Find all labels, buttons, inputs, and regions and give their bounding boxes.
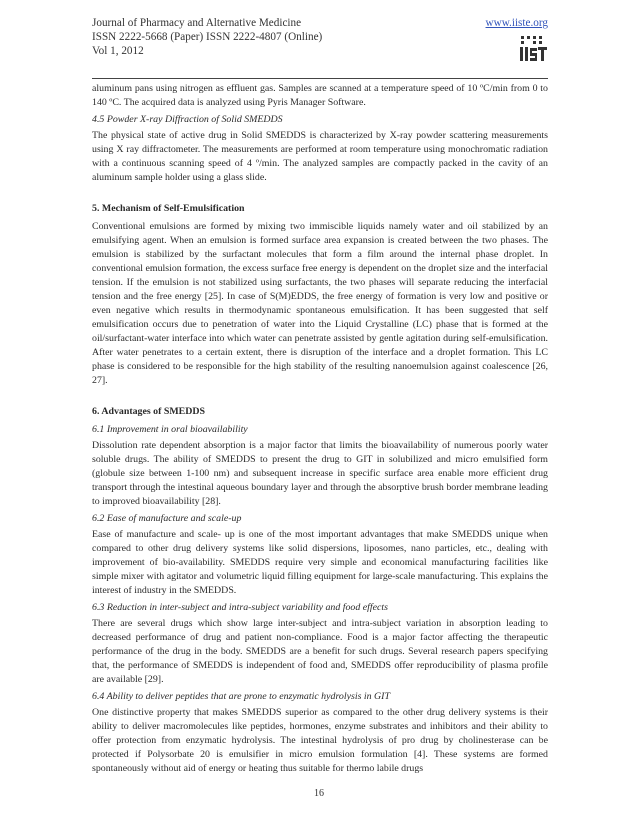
subsection-heading-6-3: 6.3 Reduction in inter-subject and intra-subject variability and food effects <box>92 602 388 613</box>
paragraph-intro: aluminum pans using nitrogen as effluent gas. Samples are scanned at a temperature speed of 10 ºC/min from 0 to 140 ºC. The acquired data is analyzed using Pyris Manager Software. <box>92 83 548 108</box>
journal-issn: ISSN 2222-5668 (Paper) ISSN 2222-4807 (Online) <box>92 31 323 44</box>
paragraph-6-4: One distinctive property that makes SMEDDS superior as compared to the other drug delivery systems is their ability to deliver macromolecules like peptides, hormones, enzyme substrates and inhibitors and their ability to offer protection from enzymatic hydrolysis. The intestinal hydrolysis of pro drug by cholinesterase can be protected if Polysorbate 20 is emulsifier in micro emulsion formulation [4]. These systems are formed spontaneously without aid of energy or heating thus suitable for thermo labile drugs <box>92 707 548 774</box>
subsection-heading-4-5: 4.5 Powder X-ray Diffraction of Solid SMEDDS <box>92 114 283 125</box>
subsection-heading-6-4: 6.4 Ability to deliver peptides that are prone to enzymatic hydrolysis in GIT <box>92 691 390 702</box>
journal-info <box>92 16 322 59</box>
paragraph-6-1: Dissolution rate dependent absorption is a major factor that limits the bioavailability of numerous poorly water soluble drugs. The ability of SMEDDS to present the drug to GIT in solubilized and micro emulsified form (globule size between 1-100 nm) and subsequent increase in specific surface area enable more efficient drug transport through the intestinal aqueous boundary layer and through the absorptive brush border membrane leading to improved bioavailability [28]. <box>92 440 548 507</box>
journal-volume: Vol 1, 2012 <box>92 45 144 58</box>
article-body <box>92 82 548 776</box>
header-right <box>486 16 548 64</box>
paragraph-6-3: There are several drugs which show large inter-subject and intra-subject variation in absorption leading to decreased performance of drug and patient non-compliance. Food is a major factor affecting the therapeutic performance of the drug in the body. SMEDDS are a benefit for such drugs. Several research papers specifying that, the performance of SMEDDS is independent of food and, SMEDDS offer reproducibility of plasma profile are available [29]. <box>92 618 548 685</box>
paragraph-4-5: The physical state of active drug in Solid SMEDDS is characterized by X-ray powder scattering measurements using X ray diffractometer. The measurements are performed at room temperature using monochromatic radiation with a continuous scanning speed of 4 º/min. The analyzed samples are compactly packed in the cavity of an aluminum sample holder using a glass slide. <box>92 130 548 183</box>
journal-title: Journal of Pharmacy and Alternative Medicine <box>92 17 302 29</box>
website-link[interactable]: www.iiste.org <box>485 17 548 29</box>
iiste-logo-icon <box>518 34 548 64</box>
paragraph-5: Conventional emulsions are formed by mixing two immiscible liquids namely water and oil stabilized by an emulsifying agent. When an emulsion is formed surface area expansion is created between the two phases. The emulsion is stabilized by the surfactant molecules that form a film around the internal phase droplet. In conventional emulsion formation, the excess surface free energy is dependent on the droplet size and the interfacial tension. If the emulsion is not stabilized using surfactants, the two phases will separate reducing the interfacial tension and the free energy [25]. In case of S(M)EDDS, the free energy of formation is very low and positive or even negative which results in thermodynamic spontaneous emulsification. It has been suggested that self emulsification occurs due to penetration of water into the Liquid Crystalline (LC) phase that is formed at the oil/surfactant-water interface into which water can penetrate assisted by gentle agitation during self-emulsification. After water penetrates to a certain extent, there is disruption of the interface and a droplet formation. This LC phase is considered to be responsible for the high stability of the resulting nanoemulsion against coalescence [26, 27]. <box>92 221 548 386</box>
paragraph-6-2: Ease of manufacture and scale- up is one of the most important advantages that make SMEDDS unique when compared to other drug delivery systems like solid dispersions, liposomes, nano particles, etc., dealing with improvement of bio-availability. SMEDDS require very simple and economical manufacturing facilities like simple mixer with agitator and volumetric liquid filling equipment for large-scale manufacturing. This explains the interest of industry in the SMEDDS. <box>92 529 548 596</box>
page-number: 16 <box>314 788 324 799</box>
subsection-heading-6-2: 6.2 Ease of manufacture and scale-up <box>92 513 242 524</box>
header-divider <box>92 78 548 79</box>
page-header <box>92 16 548 78</box>
section-heading-6: 6. Advantages of SMEDDS <box>92 406 206 417</box>
subsection-heading-6-1: 6.1 Improvement in oral bioavailability <box>92 424 248 435</box>
section-heading-5: 5. Mechanism of Self-Emulsification <box>92 203 245 214</box>
